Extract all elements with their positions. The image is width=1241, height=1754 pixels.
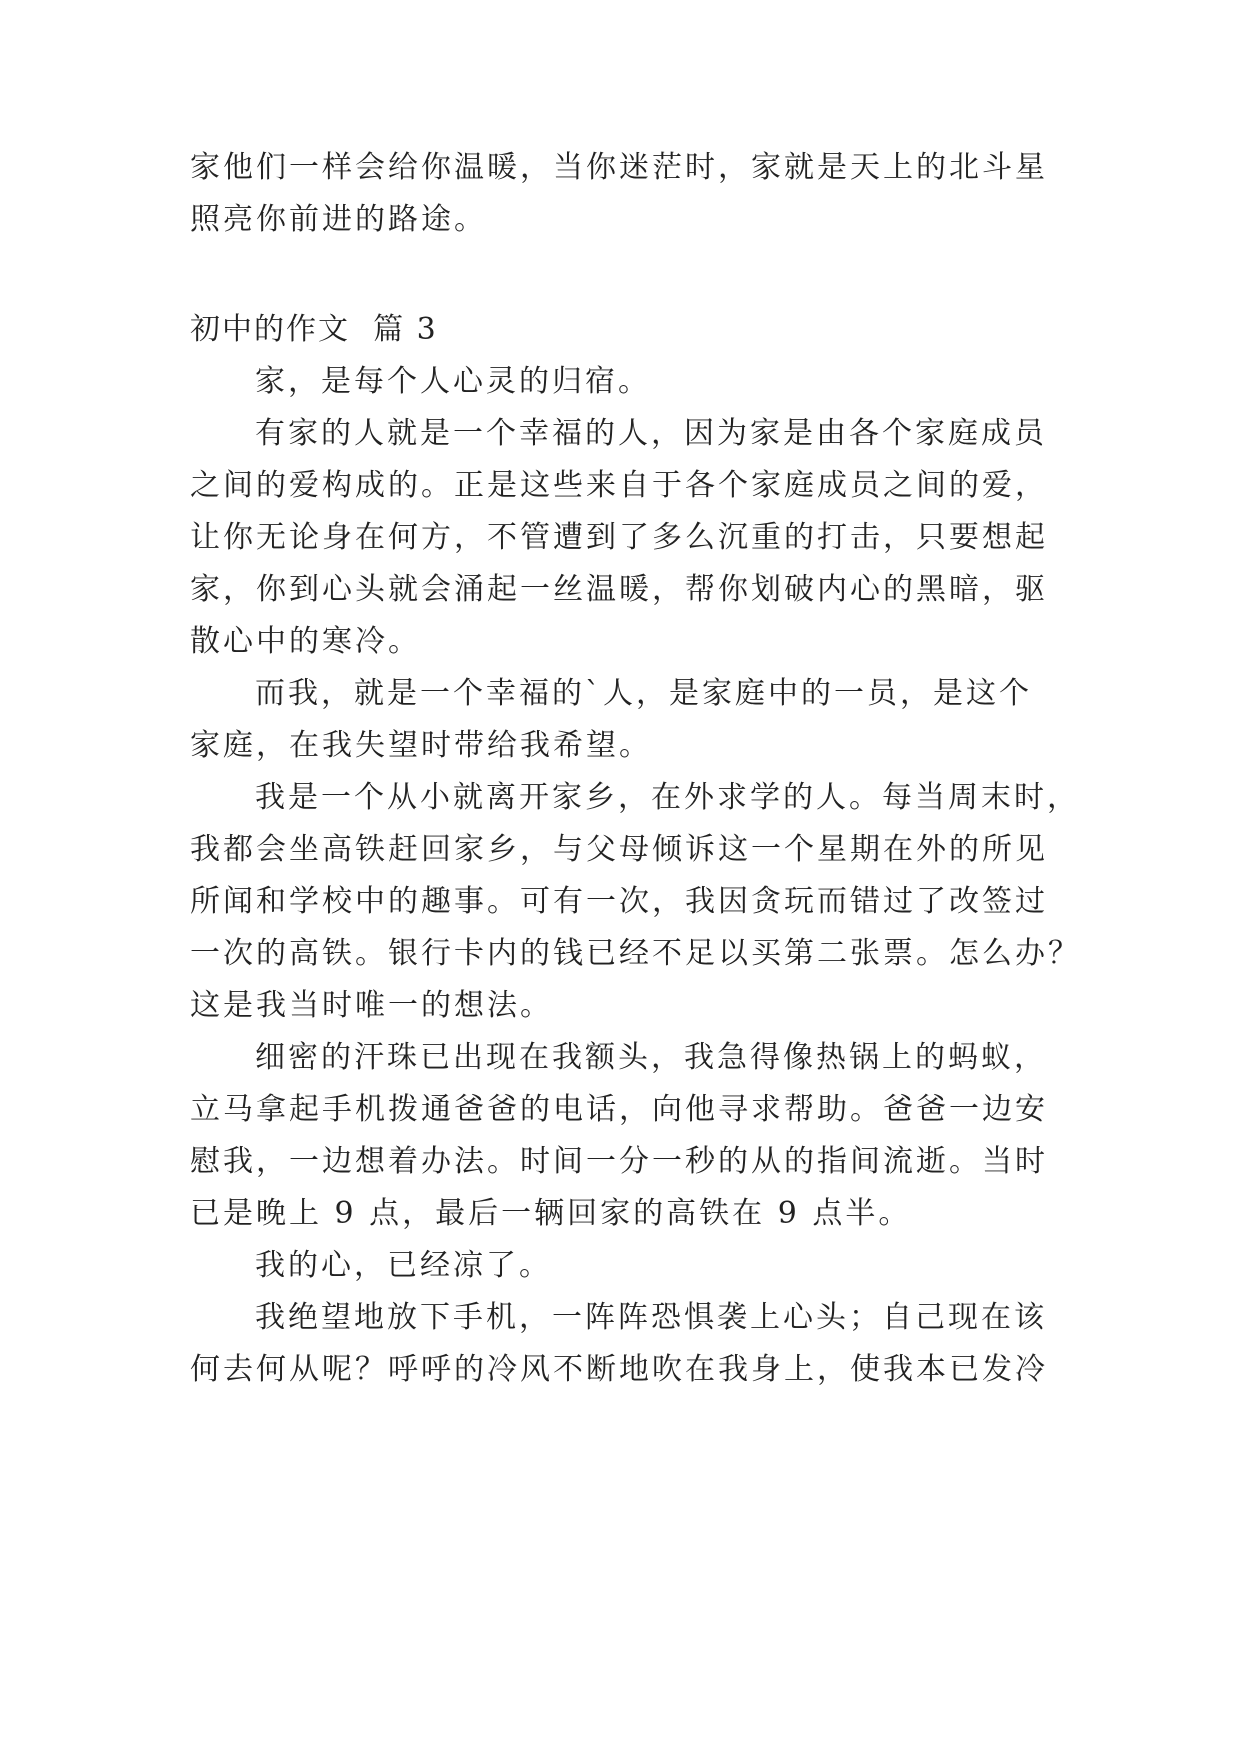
paragraph-line: 我都会坐高铁赶回家乡，与父母倾诉这一个星期在外的所见	[190, 832, 1048, 867]
paragraph-line: 家庭，在我失望时带给我希望。	[190, 728, 652, 763]
section-heading: 初中的作文 篇 3	[190, 312, 438, 347]
paragraph-line: 慰我，一边想着办法。时间一分一秒的从的指间流逝。当时	[190, 1144, 1048, 1179]
paragraph-line: 让你无论身在何方，不管遭到了多么沉重的打击，只要想起	[190, 520, 1048, 555]
paragraph-line: 已是晚上 9 点，最后一辆回家的高铁在 9 点半。	[190, 1196, 912, 1231]
paragraph-line: 散心中的寒冷。	[190, 624, 421, 659]
paragraph-line: 之间的爱构成的。正是这些来自于各个家庭成员之间的爱，	[190, 468, 1048, 503]
paragraph-line: 有家的人就是一个幸福的人，因为家是由各个家庭成员	[255, 416, 1047, 451]
paragraph-line: 细密的汗珠已出现在我额头，我急得像热锅上的蚂蚁，	[255, 1040, 1047, 1075]
paragraph-line: 家，是每个人心灵的归宿。	[255, 364, 651, 399]
paragraph-line: 家，你到心头就会涌起一丝温暖，帮你划破内心的黑暗，驱	[190, 572, 1048, 607]
paragraph-line: 这是我当时唯一的想法。	[190, 988, 553, 1023]
paragraph-line: 我是一个从小就离开家乡，在外求学的人。每当周末时，	[255, 780, 1080, 815]
paragraph-line: 我绝望地放下手机，一阵阵恐惧袭上心头；自己现在该	[255, 1300, 1047, 1335]
paragraph-line: 而我，就是一个幸福的`人，是家庭中的一员，是这个	[255, 676, 1032, 711]
intro-line-2: 照亮你前进的路途。	[190, 202, 487, 237]
paragraph-line: 立马拿起手机拨通爸爸的电话，向他寻求帮助。爸爸一边安	[190, 1092, 1048, 1127]
paragraph-line: 一次的高铁。银行卡内的钱已经不足以买第二张票。怎么办？	[190, 936, 1081, 971]
paragraph-line: 我的心，已经凉了。	[255, 1248, 552, 1283]
intro-line-1: 家他们一样会给你温暖，当你迷茫时，家就是天上的北斗星	[190, 150, 1048, 185]
paragraph-line: 所闻和学校中的趣事。可有一次，我因贪玩而错过了改签过	[190, 884, 1048, 919]
paragraph-line: 何去何从呢？呼呼的冷风不断地吹在我身上，使我本已发冷	[190, 1352, 1048, 1387]
